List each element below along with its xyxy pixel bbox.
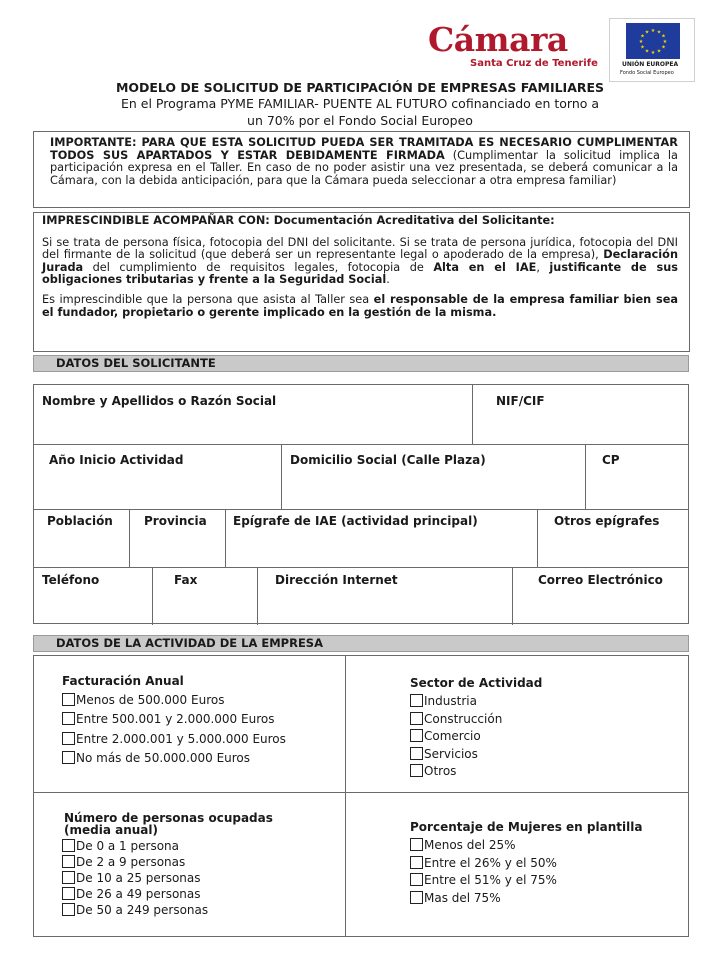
svg-text:★: ★ xyxy=(644,29,650,36)
turnover-option[interactable] xyxy=(62,712,274,726)
svg-text:★: ★ xyxy=(638,39,644,45)
svg-text:★: ★ xyxy=(644,48,650,55)
row-divider xyxy=(34,509,688,510)
eu-logo xyxy=(609,18,695,82)
turnover-option[interactable] xyxy=(62,751,250,765)
iae-field-label: Epígrafe de IAE (actividad principal) xyxy=(233,514,478,528)
camara-logo-subtitle: Santa Cruz de Tenerife xyxy=(470,58,598,69)
turnover-title: Facturación Anual xyxy=(62,674,184,688)
requirements-heading: IMPRESCINDIBLE ACOMPAÑAR CON: Documentación Acreditativa del Solicitante: xyxy=(42,214,555,227)
requirements-obligations: justificante de sus obligaciones tributarias y frente a la Seguridad Social xyxy=(42,260,678,287)
requirements-text-1: Si se trata de persona física, fotocopia del DNI del solicitante. Si se trata de persona jurídica, fotocopia del DNI del firmante de la solicitud (que deberá ser un representante legal o apoderado de la empresa), xyxy=(42,235,678,262)
employees-option[interactable] xyxy=(62,855,185,869)
requirements-responsible: el responsable de la empresa familiar bien sea el fundador, propietario o gerente implicado en la gestión de la misma. xyxy=(42,292,678,319)
turnover-option[interactable] xyxy=(62,732,286,746)
col-divider xyxy=(257,567,258,625)
option-label: De 26 a 49 personas xyxy=(76,887,201,901)
town-field-label: Población xyxy=(47,514,113,528)
fax-field-label: Fax xyxy=(174,573,198,587)
sector-option[interactable] xyxy=(410,747,478,761)
checkbox[interactable] xyxy=(410,712,423,725)
camara-logo-word: Cámara xyxy=(428,20,568,59)
start-year-field-label: Año Inicio Actividad xyxy=(49,453,184,467)
employees-option[interactable] xyxy=(62,839,179,853)
svg-text:★: ★ xyxy=(640,44,645,51)
phone-field-label: Teléfono xyxy=(42,573,100,587)
col-divider xyxy=(152,567,153,625)
option-label: De 10 a 25 personas xyxy=(76,871,201,885)
nif-field-label: NIF/CIF xyxy=(496,394,545,408)
option-label: Entre 500.001 y 2.000.000 Euros xyxy=(76,712,275,726)
col-divider xyxy=(512,567,513,625)
sector-option[interactable] xyxy=(410,729,481,743)
sector-option[interactable] xyxy=(410,694,477,708)
checkbox[interactable] xyxy=(62,751,75,764)
option-label: Servicios xyxy=(424,747,478,761)
checkbox[interactable] xyxy=(62,887,75,900)
requirements-text-2: del cumplimiento de requisitos legales, fotocopia de xyxy=(83,260,434,274)
address-field-label: Domicilio Social (Calle Plaza) xyxy=(290,453,486,467)
employees-option[interactable] xyxy=(62,887,201,901)
svg-text:★: ★ xyxy=(661,33,666,40)
option-label: Entre el 51% y el 75% xyxy=(424,873,557,887)
checkbox[interactable] xyxy=(62,712,75,725)
col-divider xyxy=(225,509,226,567)
row-divider xyxy=(34,567,688,568)
other-epigraphs-field-label: Otros epígrafes xyxy=(554,514,660,528)
sector-option[interactable] xyxy=(410,712,502,726)
svg-text:★: ★ xyxy=(640,33,645,40)
women-option[interactable] xyxy=(410,891,501,905)
option-label: De 50 a 249 personas xyxy=(76,903,209,917)
employees-option[interactable] xyxy=(62,871,201,885)
checkbox[interactable] xyxy=(410,838,423,851)
col-divider xyxy=(281,444,282,509)
eu-label: UNIÓN EUROPEA xyxy=(622,61,679,68)
svg-text:★: ★ xyxy=(656,29,662,36)
applicant-section-band: DATOS DEL SOLICITANTE xyxy=(33,355,689,372)
important-notice-bold: IMPORTANTE: PARA QUE ESTA SOLICITUD PUEDA SER TRAMITADA ES NECESARIO CUMPLIMENTAR TODOS SUS APARTADOS Y ESTAR DEBIDAMENTE FIRMADA xyxy=(50,136,678,162)
svg-text:★: ★ xyxy=(661,44,666,51)
checkbox[interactable] xyxy=(410,747,423,760)
camara-logo xyxy=(428,22,598,69)
option-label: Industria xyxy=(424,694,477,708)
requirements-text-5: Es imprescindible que la persona que asista al Taller sea xyxy=(42,292,374,306)
option-label: Menos del 25% xyxy=(424,838,516,852)
option-label: Comercio xyxy=(424,729,481,743)
option-label: De 0 a 1 persona xyxy=(76,839,179,853)
row-divider xyxy=(34,792,688,793)
employees-title-line-1: Número de personas ocupadas xyxy=(64,811,273,825)
applicant-form-grid xyxy=(33,384,689,624)
email-field-label: Correo Electrónico xyxy=(538,573,663,587)
important-notice xyxy=(33,131,690,208)
col-divider xyxy=(585,444,586,509)
requirements-iae: Alta en el IAE xyxy=(433,260,537,274)
web-field-label: Dirección Internet xyxy=(275,573,398,587)
option-label: No más de 50.000.000 Euros xyxy=(76,751,251,765)
option-label: De 2 a 9 personas xyxy=(76,855,186,869)
requirements-box xyxy=(33,212,690,352)
requirements-text-4: . xyxy=(386,273,390,287)
option-label: Mas del 75% xyxy=(424,891,501,905)
col-divider xyxy=(345,656,346,936)
turnover-option[interactable] xyxy=(62,693,224,707)
row-divider xyxy=(34,444,688,445)
checkbox[interactable] xyxy=(410,873,423,886)
name-field-label: Nombre y Apellidos o Razón Social xyxy=(42,394,277,408)
checkbox[interactable] xyxy=(62,732,75,745)
svg-text:★: ★ xyxy=(650,50,656,56)
checkbox[interactable] xyxy=(410,764,423,777)
option-label: Entre 2.000.001 y 5.000.000 Euros xyxy=(76,732,286,746)
women-option[interactable] xyxy=(410,838,516,852)
sector-title: Sector de Actividad xyxy=(410,676,543,690)
svg-text:★: ★ xyxy=(662,39,668,45)
women-option[interactable] xyxy=(410,856,557,870)
eu-flag-icon xyxy=(626,23,680,59)
page-subtitle xyxy=(0,95,720,129)
sector-option[interactable] xyxy=(410,764,456,778)
requirements-text-3: , xyxy=(536,260,550,274)
activity-section-band: DATOS DE LA ACTIVIDAD DE LA EMPRESA xyxy=(33,635,689,652)
svg-text:★: ★ xyxy=(650,28,656,34)
employees-option[interactable] xyxy=(62,903,208,917)
option-label: Menos de 500.000 Euros xyxy=(76,693,225,707)
employees-title-line-2: (media anual) xyxy=(64,823,158,837)
cp-field-label: CP xyxy=(602,453,620,467)
fse-label: Fondo Social Europeo xyxy=(620,70,674,76)
checkbox[interactable] xyxy=(62,693,75,706)
checkbox[interactable] xyxy=(62,839,75,852)
col-divider xyxy=(537,509,538,567)
checkbox[interactable] xyxy=(410,729,423,742)
checkbox[interactable] xyxy=(410,694,423,707)
women-title: Porcentaje de Mujeres en plantilla xyxy=(410,820,643,834)
subtitle-line-2: un 70% por el Fondo Social Europeo xyxy=(247,113,473,128)
option-label: Entre el 26% y el 50% xyxy=(424,856,557,870)
subtitle-line-1: En el Programa PYME FAMILIAR- PUENTE AL FUTURO cofinanciado en torno a xyxy=(120,96,600,111)
col-divider xyxy=(129,509,130,567)
women-option[interactable] xyxy=(410,873,557,887)
option-label: Otros xyxy=(424,764,457,778)
employees-title xyxy=(64,812,273,836)
checkbox[interactable] xyxy=(410,891,423,904)
svg-text:★: ★ xyxy=(656,48,662,55)
checkbox[interactable] xyxy=(410,856,423,869)
activity-form-grid xyxy=(33,655,689,937)
province-field-label: Provincia xyxy=(144,514,207,528)
requirements-declaration: Declaración Jurada xyxy=(42,248,678,274)
option-label: Construcción xyxy=(424,712,503,726)
checkbox[interactable] xyxy=(62,871,75,884)
page-title: MODELO DE SOLICITUD DE PARTICIPACIÓN DE EMPRESAS FAMILIARES xyxy=(115,80,605,95)
checkbox[interactable] xyxy=(62,903,75,916)
important-notice-text: (Cumplimentar la solicitud implica la participación expresa en el Taller. En caso de no poder asistir una vez presentada, se deberá comunicar a la Cámara, con la debida anticipación, para que la Cámara pueda seleccionar a otra empresa familiar) xyxy=(50,148,678,187)
checkbox[interactable] xyxy=(62,855,75,868)
col-divider xyxy=(472,385,473,444)
